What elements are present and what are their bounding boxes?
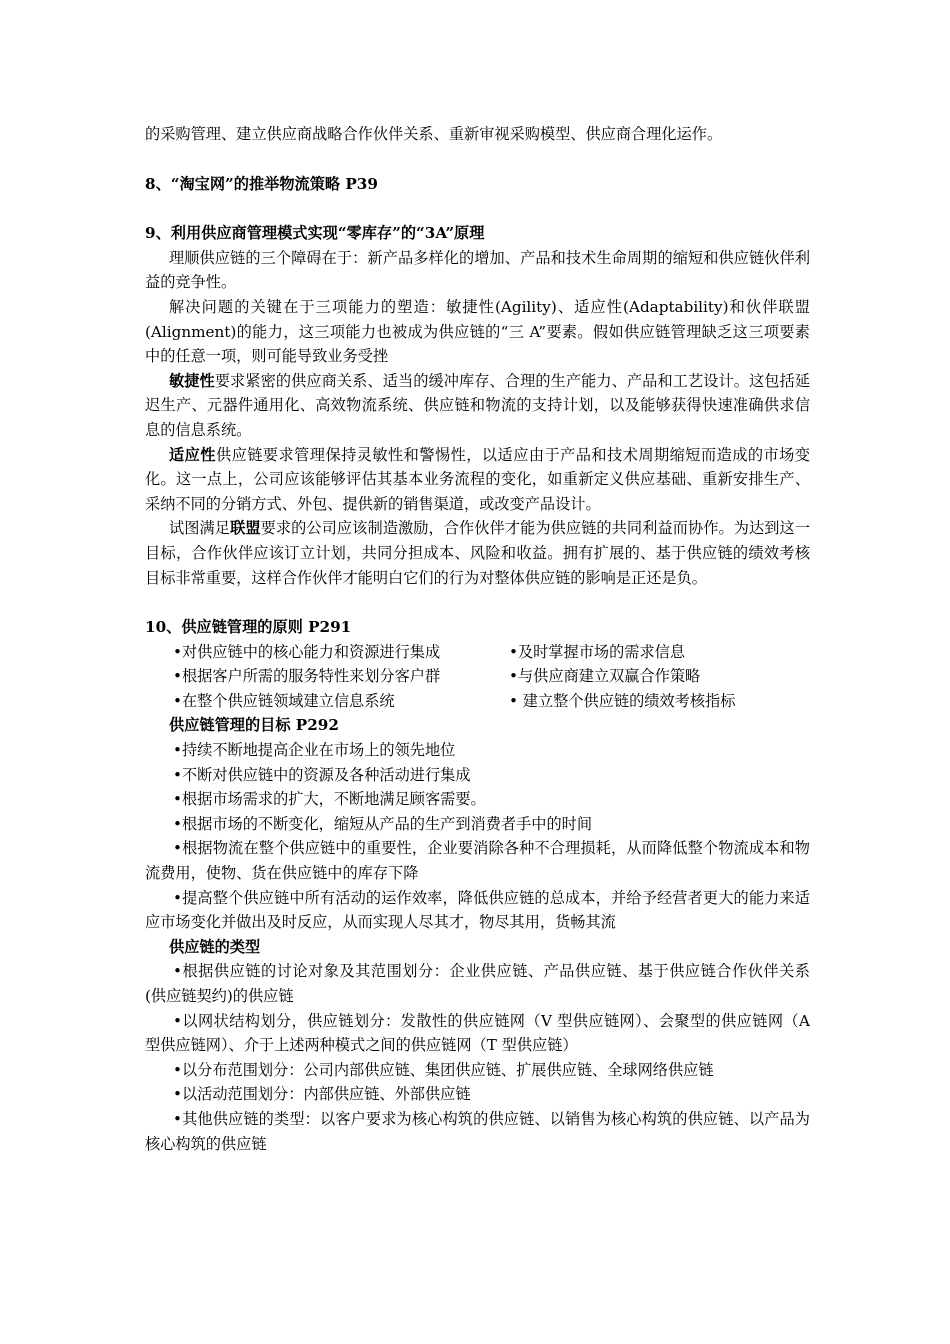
alignment-text: 要求的公司应该制造激励，合作伙伴才能为供应链的共同利益而协作。为达到这一目标，合作伙伴应该订立计划，共同分担成本、风险和收益。拥有扩展的、基于供应链的绩效考核目标非常重要，这样合作伙伴才能明白它们的行为对整体供应链的影响是正还是负。 <box>145 519 811 587</box>
section-9-para-three-a: 解决问题的关键在于三项能力的塑造：敏捷性(Agility)、适应性(Adaptability)和伙伴联盟(Alignment)的能力，这三项能力也被成为供应链的“三 A”要素。假如供应链管理缺乏这三项要素中的任意一项，则可能导致业务受挫 <box>145 297 810 366</box>
principles-row-1 <box>145 640 810 665</box>
section-10-heading: 10、供应链管理的原则 P291 <box>145 618 352 637</box>
goal-item: •根据市场的不断变化，缩短从产品的生产到消费者手中的时间 <box>173 814 593 833</box>
goals-heading: 供应链管理的目标 P292 <box>169 716 339 735</box>
goal-item: •根据物流在整个供应链中的重要性，企业要消除各种不合理损耗，从而降低整个物流成本和物流费用，使物、货在供应链中的库存下降 <box>145 839 810 883</box>
section-8-heading: 8、“淘宝网”的推举物流策略 P39 <box>145 174 378 193</box>
type-item: •其他供应链的类型：以客户要求为核心构筑的供应链、以销售为核心构筑的供应链、以产品为核心构筑的供应链 <box>145 1109 810 1153</box>
alignment-term: 联盟 <box>230 519 261 538</box>
goal-item: •持续不断地提高企业在市场上的领先地位 <box>173 741 456 760</box>
type-item: •根据供应链的讨论对象及其范围划分：企业供应链、产品供应链、基于供应链合作伙伴关系(供应链契约)的供应链 <box>145 962 810 1005</box>
adaptability-term: 适应性 <box>169 445 216 464</box>
principle-item: •与供应商建立双赢合作策略 <box>509 667 701 686</box>
goal-item: •根据市场需求的扩大，不断地满足顾客需要。 <box>173 790 486 809</box>
alignment-prefix: 试图满足 <box>169 519 231 538</box>
principle-item: • 建立整个供应链的绩效考核指标 <box>509 691 736 710</box>
principle-item: •及时掌握市场的需求信息 <box>509 642 686 661</box>
type-item: •以分布范围划分：公司内部供应链、集团供应链、扩展供应链、全球网络供应链 <box>173 1060 714 1079</box>
goal-item: •不断对供应链中的资源及各种活动进行集成 <box>173 765 471 784</box>
principles-row-3 <box>145 689 810 714</box>
agility-term: 敏捷性 <box>169 371 215 390</box>
document-page <box>145 122 810 1156</box>
section-9-para-obstacles: 理顺供应链的三个障碍在于：新产品多样化的增加、产品和技术生命周期的缩短和供应链伙伴利益的竞争性。 <box>145 248 810 292</box>
principle-item: •根据客户所需的服务特性来划分客户群 <box>173 667 441 686</box>
section-9-para-adaptability <box>145 443 810 517</box>
type-item: •以网状结构划分，供应链划分：发散性的供应链网（V 型供应链网）、会聚型的供应链网（A 型供应链网）、介于上述两种模式之间的供应链网（T 型供应链） <box>145 1011 810 1055</box>
section-9-para-alignment <box>145 516 810 590</box>
type-item: •以活动范围划分：内部供应链、外部供应链 <box>173 1085 471 1104</box>
adaptability-text: 供应链要求管理保持灵敏性和警惕性，以适应由于产品和技术周期缩短而造成的市场变化。这一点上，公司应该能够评估其基本业务流程的变化，如重新定义供应基础、重新安排生产、采纳不同的分销方式、外包、提供新的销售渠道，或改变产品设计。 <box>145 445 811 513</box>
section-9-heading: 9、利用供应商管理模式实现“零库存”的“3A”原理 <box>145 224 485 243</box>
goal-item: •提高整个供应链中所有活动的运作效率，降低供应链的总成本，并给予经营者更大的能力来适应市场变化并做出及时反应，从而实现人尽其才，物尽其用，货畅其流 <box>145 888 810 932</box>
types-heading: 供应链的类型 <box>169 937 261 956</box>
principle-item: •在整个供应链领域建立信息系统 <box>173 691 395 710</box>
section-9-para-agility <box>145 369 810 443</box>
intro-line: 的采购管理、建立供应商战略合作伙伴关系、重新审视采购模型、供应商合理化运作。 <box>145 125 723 143</box>
agility-text: 要求紧密的供应商关系、适当的缓冲库存、合理的生产能力、产品和工艺设计。这包括延迟生产、元器件通用化、高效物流系统、供应链和物流的支持计划，以及能够获得快速准确供求信息的信息系统。 <box>145 371 811 439</box>
principle-item: •对供应链中的核心能力和资源进行集成 <box>173 642 441 661</box>
principles-row-2 <box>145 664 810 689</box>
